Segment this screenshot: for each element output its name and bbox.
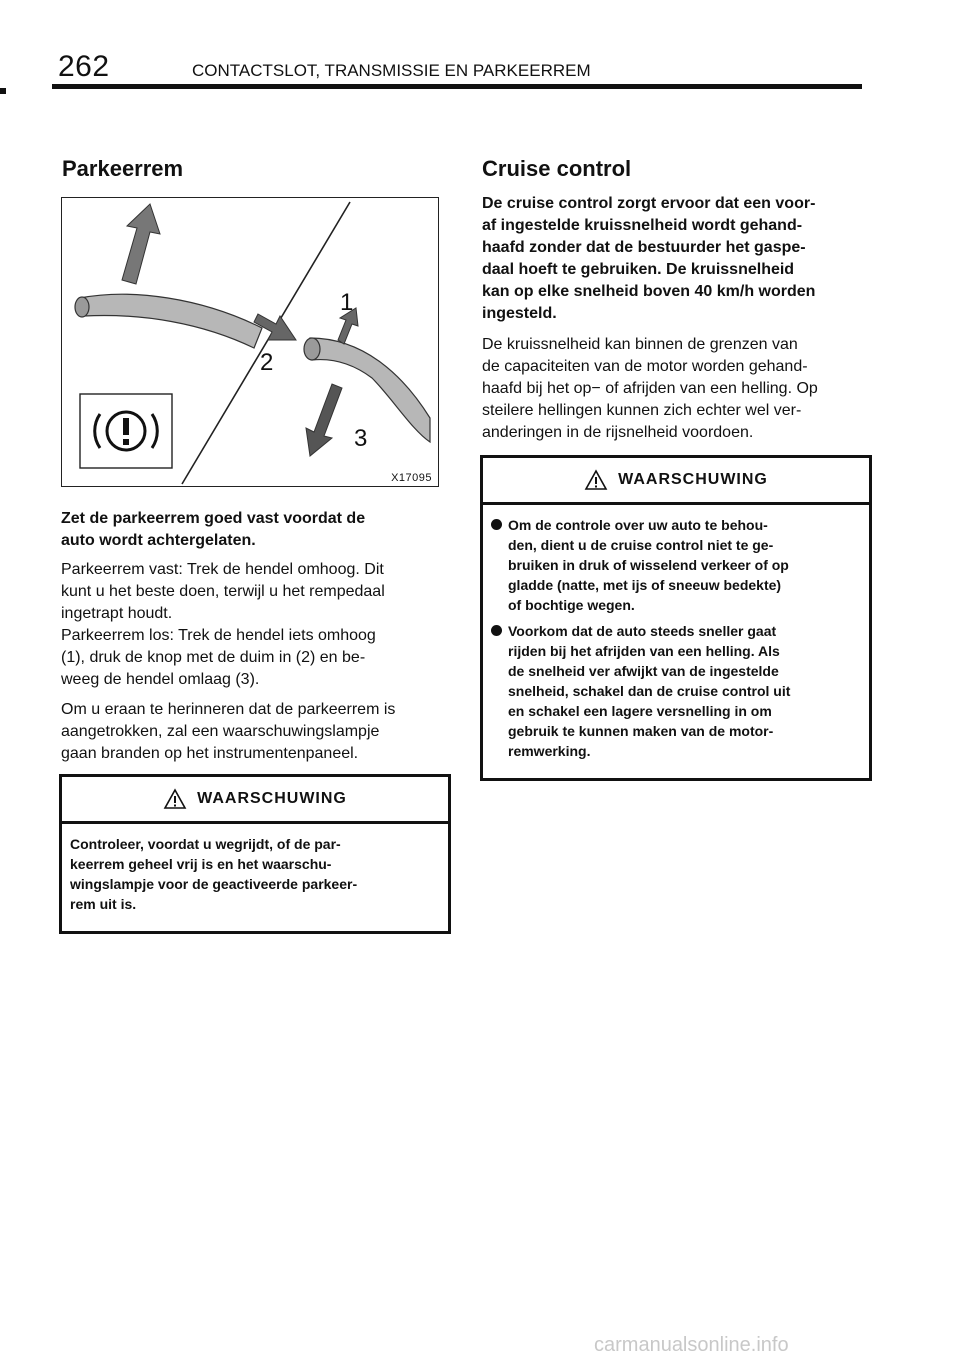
parkeerrem-reminder: Om u eraan te herinneren dat de parkeerrem is aangetrokken, zal een waarschuwingslampje gaan branden op het instrumentenpaneel.: [61, 701, 396, 762]
cruise-control-description: De kruissnelheid kan binnen de grenzen van de capaciteiten van de motor worden gehand- haafd bij het op− of afrijden van een helling. Op steilere hellingen kunnen zich echter wel ver- anderingen in de rijsnelheid voordoen.: [482, 336, 818, 441]
chapter-title: CONTACTSLOT, TRANSMISSIE EN PARKEERREM: [192, 61, 591, 80]
warning-header: [483, 458, 869, 505]
parking-brake-illustration: [62, 198, 438, 486]
parkeerrem-instructions: Parkeerrem vast: Trek de hendel omhoog. Dit kunt u het beste doen, terwijl u het rempedaal ingetrapt houdt. Parkeerrem los: Trek de hendel iets omhoog (1), druk de knop met de duim in (2) en be- weeg de hendel omlaag (3).: [61, 561, 385, 688]
lever-left-knob: [75, 297, 89, 317]
warning-title: WAARSCHUWING: [618, 471, 768, 488]
figure-label-2: 2: [260, 349, 274, 376]
warning-triangle-icon: [584, 469, 608, 491]
warning-title: WAARSCHUWING: [197, 790, 347, 807]
parkeerrem-lead: Zet de parkeerrem goed vast voordat de auto wordt achtergelaten.: [61, 510, 366, 549]
section-heading-cruise-control: Cruise control: [482, 156, 632, 181]
arrow-up-icon: [122, 204, 160, 284]
header-rule: [52, 84, 862, 89]
lever-right-knob: [304, 338, 320, 360]
corner-mark: [0, 88, 6, 94]
warning-bullet-list: [483, 505, 869, 777]
warning-box-parkeerrem: [59, 774, 451, 934]
watermark: carmanualsonline.info: [594, 1334, 789, 1356]
figure-code: X17095: [391, 472, 432, 484]
warning-bullet-item: Voorkom dat de auto steeds sneller gaat rijden bij het afrijden van een helling. Als de snelheid ver afwijkt van de ingestelde snelheid, schakel dan de cruise control uit en schakel een lagere versnelling in om gebruik te kunnen maken van de motor- remwerking.: [491, 621, 859, 761]
page-number: 262: [58, 50, 110, 83]
warning-text: Controleer, voordat u wegrijdt, of de par- keerrem geheel vrij is en het waarschu- wingslampje voor de geactiveerde parkeer- rem uit is.: [70, 836, 358, 912]
warning-box-cruise-control: [480, 455, 872, 781]
arrow-down-icon: [306, 384, 342, 456]
warning-triangle-icon: [163, 788, 187, 810]
bullet-icon: [491, 519, 502, 530]
bullet-icon: [491, 625, 502, 636]
cruise-control-lead: De cruise control zorgt ervoor dat een voor- af ingestelde kruissnelheid wordt gehand- haafd zonder dat de bestuurder het gaspe- daal hoeft te gebruiken. De kruissnelheid kan op elke snelheid boven 40 km/h worden ingesteld.: [482, 195, 816, 322]
parking-brake-figure: [61, 197, 439, 487]
warning-header: [62, 777, 448, 824]
lever-left: [80, 294, 262, 348]
figure-label-3: 3: [354, 425, 368, 452]
section-heading-parkeerrem: Parkeerrem: [62, 156, 184, 181]
figure-label-1: 1: [340, 289, 354, 316]
warning-bullet-item: Om de controle over uw auto te behou- den, dient u de cruise control niet te ge- bruiken in druk of wisselend verkeer of op gladde (natte, met ijs of sneeuw bedekte) of bochtige wegen.: [491, 515, 859, 615]
